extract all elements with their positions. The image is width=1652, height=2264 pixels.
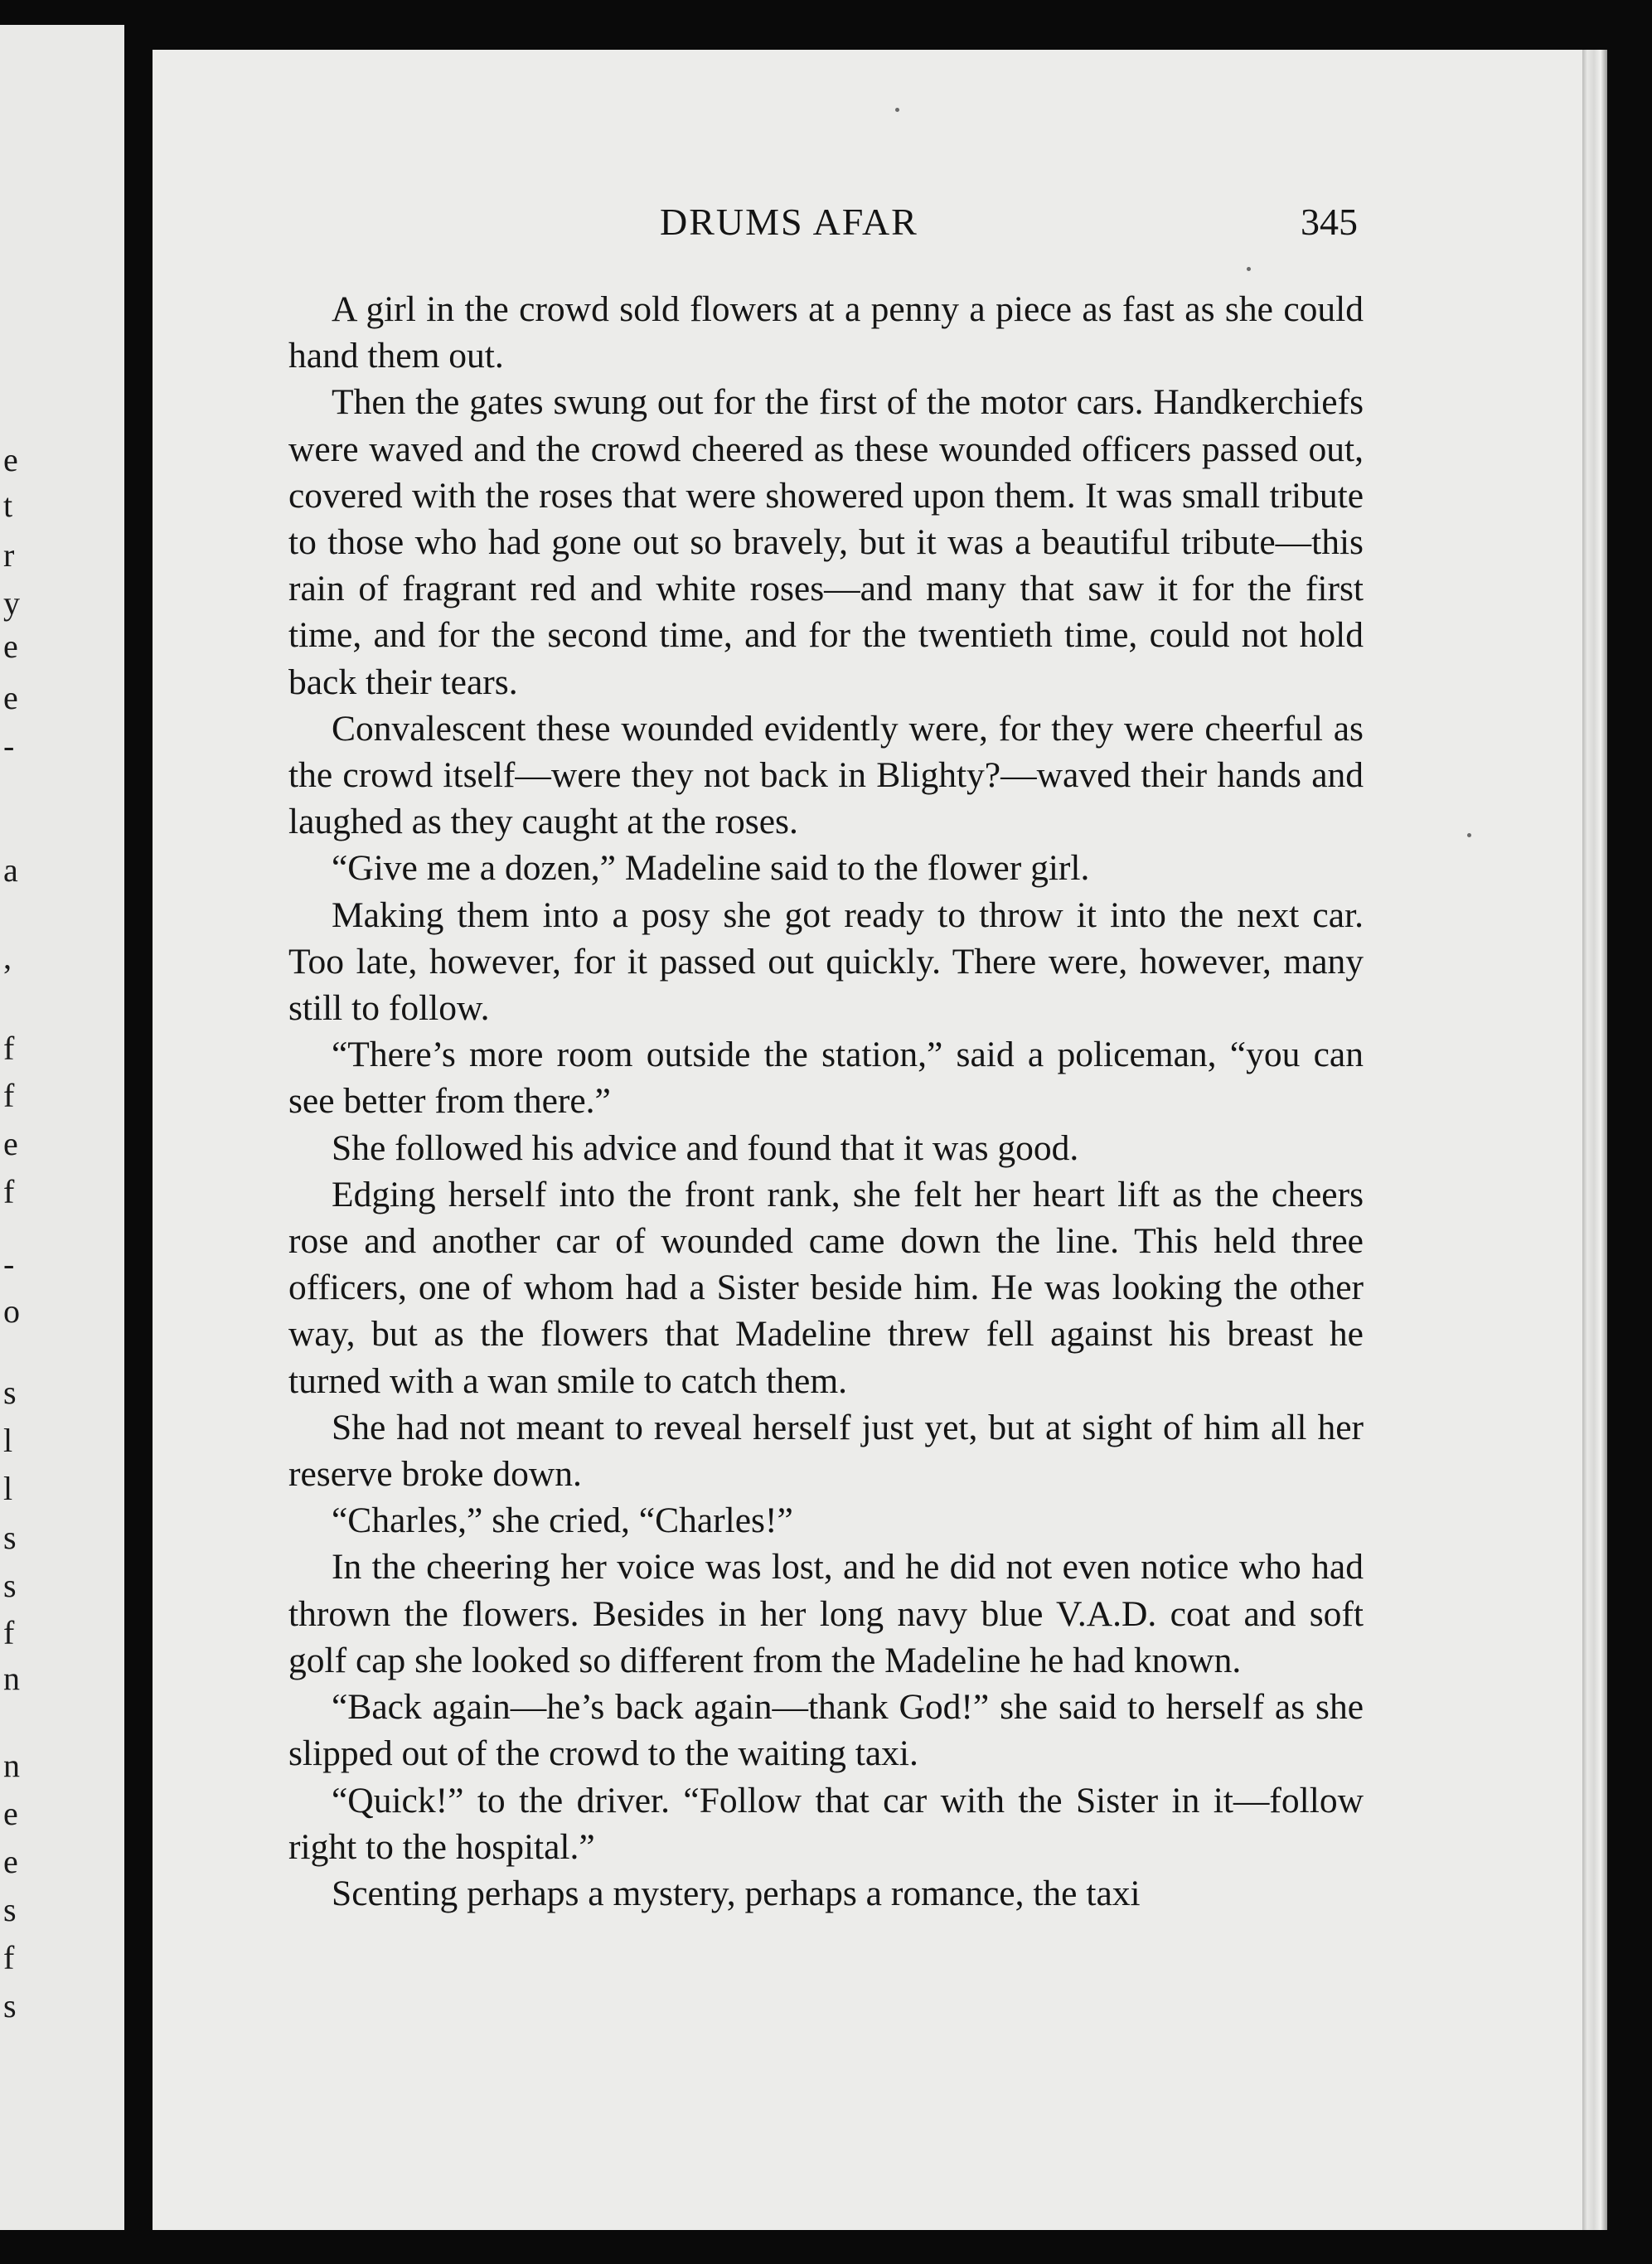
facing-page-letter: t — [3, 487, 13, 524]
facing-page-letter: s — [3, 1987, 17, 2024]
page-text — [288, 286, 1364, 1917]
facing-page-letter: e — [3, 441, 18, 478]
facing-page-letter: f — [3, 1077, 15, 1114]
facing-page-letter: e — [3, 628, 18, 665]
running-head — [288, 197, 1358, 255]
facing-page-letter: s — [3, 1374, 17, 1411]
facing-page-letter: s — [3, 1891, 17, 1928]
paragraph: “Back again—he’s back again—thank God!” she said to herself as she slipped out of the crowd to the waiting taxi. — [288, 1687, 1364, 1774]
facing-page — [0, 25, 124, 2230]
book-binding-gutter — [124, 25, 153, 2230]
paragraph: Edging herself into the front rank, she felt her heart lift as the cheers rose and another car of wounded came down the line. This held three officers, one of whom had a Sister beside him. He was looking the other way, but as the flowers that Madeline threw fell against his breast he turned with a wan smile to catch them. — [288, 1174, 1364, 1401]
facing-page-margin-letters — [0, 25, 25, 2230]
facing-page-letter: e — [3, 679, 18, 716]
facing-page-letter: y — [3, 584, 20, 622]
paragraph: “Charles,” she cried, “Charles!” — [332, 1500, 793, 1541]
paragraph: “Quick!” to the driver. “Follow that car with the Sister in it—follow right to the hospital.” — [288, 1780, 1364, 1867]
facing-page-letter: a — [3, 851, 18, 889]
facing-page-letter: n — [3, 1747, 20, 1784]
facing-page-letter: s — [3, 1567, 17, 1604]
page-number: 345 — [1301, 201, 1358, 243]
facing-page-letter: e — [3, 1795, 18, 1832]
paragraph: Making them into a posy she got ready to throw it into the next car. Too late, however, for it passed out quickly. There were, however, many still to follow. — [288, 894, 1364, 1029]
facing-page-letter: l — [3, 1422, 13, 1459]
facing-page-letter: s — [3, 1519, 17, 1556]
facing-page-letter: - — [3, 1245, 15, 1282]
facing-page-letter: o — [3, 1292, 20, 1330]
paper-speck — [895, 108, 899, 112]
paragraph: She had not meant to reveal herself just yet, but at sight of him all her reserve broke down. — [288, 1407, 1364, 1495]
page-edge — [1582, 50, 1607, 2230]
paragraph: Convalescent these wounded evidently were, for they were cheerful as the crowd itself—were they not back in Blighty?—waved their hands and laughed as they caught at the roses. — [288, 708, 1364, 842]
facing-page-letter: f — [3, 1173, 15, 1210]
facing-page-letter: n — [3, 1660, 20, 1697]
paragraph: “Give me a dozen,” Madeline said to the flower girl. — [332, 848, 1090, 889]
paper-speck — [1467, 833, 1471, 837]
facing-page-letter: e — [3, 1843, 18, 1880]
facing-page-letter: e — [3, 1125, 18, 1162]
facing-page-letter: l — [3, 1470, 13, 1507]
paragraph: Then the gates swung out for the first of the motor cars. Handkerchiefs were waved and the crowd cheered as these wounded officers passed out, covered with the roses that were showered upon them. It was small tribute to those who had gone out so bravely, but it was a beautiful tribute—this rain of fragrant red and white roses—and many that saw it for the first time, and for the second time, and for the twentieth time, could not hold back their tears. — [288, 382, 1364, 702]
facing-page-letter: r — [3, 536, 15, 574]
paragraph: “There’s more room outside the station,” said a policeman, “you can see better from there.” — [288, 1035, 1364, 1122]
facing-page-letter: - — [3, 727, 15, 764]
paragraph: In the cheering her voice was lost, and he did not even notice who had thrown the flowers. Besides in her long navy blue V.A.D. coat and soft golf cap she looked so different from the Madeline he had known. — [288, 1547, 1364, 1680]
running-title: DRUMS AFAR — [660, 201, 918, 243]
facing-page-letter: , — [3, 938, 12, 976]
facing-page-letter: f — [3, 1614, 15, 1651]
paragraph: A girl in the crowd sold flowers at a penny a piece as fast as she could hand them out. — [288, 289, 1364, 376]
facing-page-letter: f — [3, 1030, 15, 1067]
paper-speck — [1247, 267, 1251, 271]
paragraph: Scenting perhaps a mystery, perhaps a romance, the taxi — [332, 1873, 1141, 1913]
facing-page-letter: f — [3, 1939, 15, 1976]
paragraph: She followed his advice and found that it was good. — [332, 1127, 1079, 1168]
